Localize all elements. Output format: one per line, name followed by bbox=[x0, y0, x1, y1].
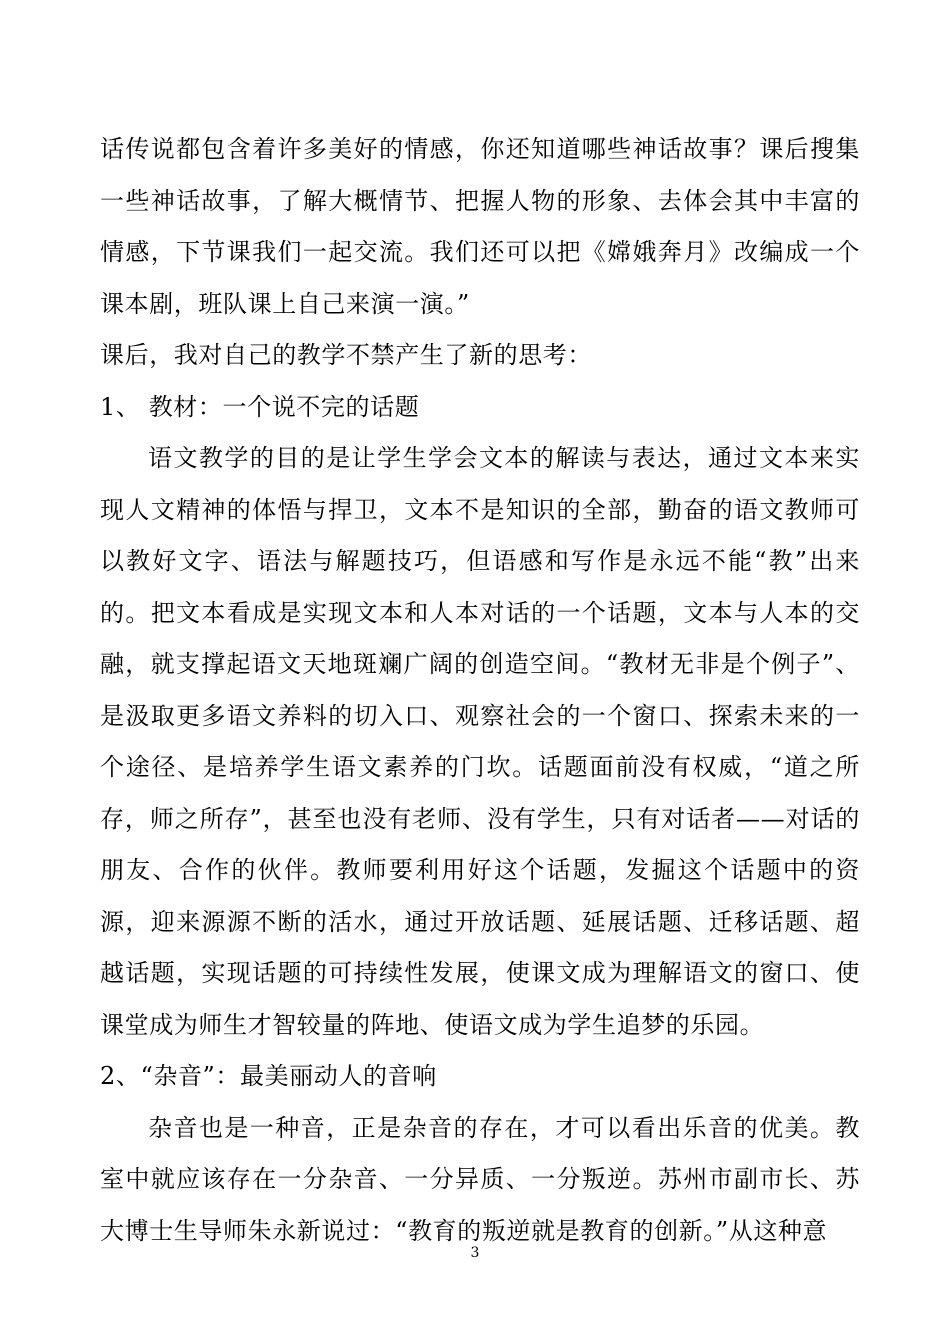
section-heading-1: 1、 教材：一个说不完的话题 bbox=[100, 392, 420, 421]
paragraph-reflection-intro: 课后，我对自己的教学不禁产生了新的思考： bbox=[100, 341, 592, 369]
body-text bbox=[100, 124, 860, 1257]
paragraph-textbook: 语文教学的目的是让学生学会文本的解读与表达，通过文本来实现人文精神的体悟与捍卫，文本不是知识的全部，勤奋的语文教师可以教好文字、语法与解题技巧，但语感和写作是永远不能“教”出来的。把文本看成是实现文本和人本对话的一个话题，文本与人本的交融，就支撑起语文天地斑斓广阔的创造空间。“教材无非是个例子”、是汲取更多语文养料的切入口、观察社会的一个窗口、探索未来的一个途径、是培养学生语文素养的门坎。话题面前没有权威，“道之所存，师之所存”，甚至也没有老师、没有学生，只有对话者——对话的朋友、合作的伙伴。教师要利用好这个话题，发掘这个话题中的资源，迎来源源不断的活水，通过开放话题、延展话题、迁移话题、超越话题，实现话题的可持续性发展，使课文成为理解语文的窗口、使课堂成为师生才智较量的阵地、使语文成为学生追梦的乐园。 bbox=[100, 444, 860, 1039]
section-heading-2: 2、“杂音”：最美丽动人的音响 bbox=[100, 1062, 437, 1090]
page-number: 3 bbox=[470, 1245, 480, 1261]
paragraph-continuation: 话传说都包含着许多美好的情感，你还知道哪些神话故事？课后搜集一些神话故事，了解大概情节、把握人物的形象、去体会其中丰富的情感，下节课我们一起交流。我们还可以把《嫦娥奔月》改编成一个课本剧，班队课上自己来演一演。” bbox=[100, 135, 860, 318]
paragraph-noise: 杂音也是一种音，正是杂音的存在，才可以看出乐音的优美。教室中就应该存在一分杂音、一分异质、一分叛逆。苏州市副市长、苏大博士生导师朱永新说过：“教育的叛逆就是教育的创新。”从这种意 bbox=[100, 1113, 860, 1245]
